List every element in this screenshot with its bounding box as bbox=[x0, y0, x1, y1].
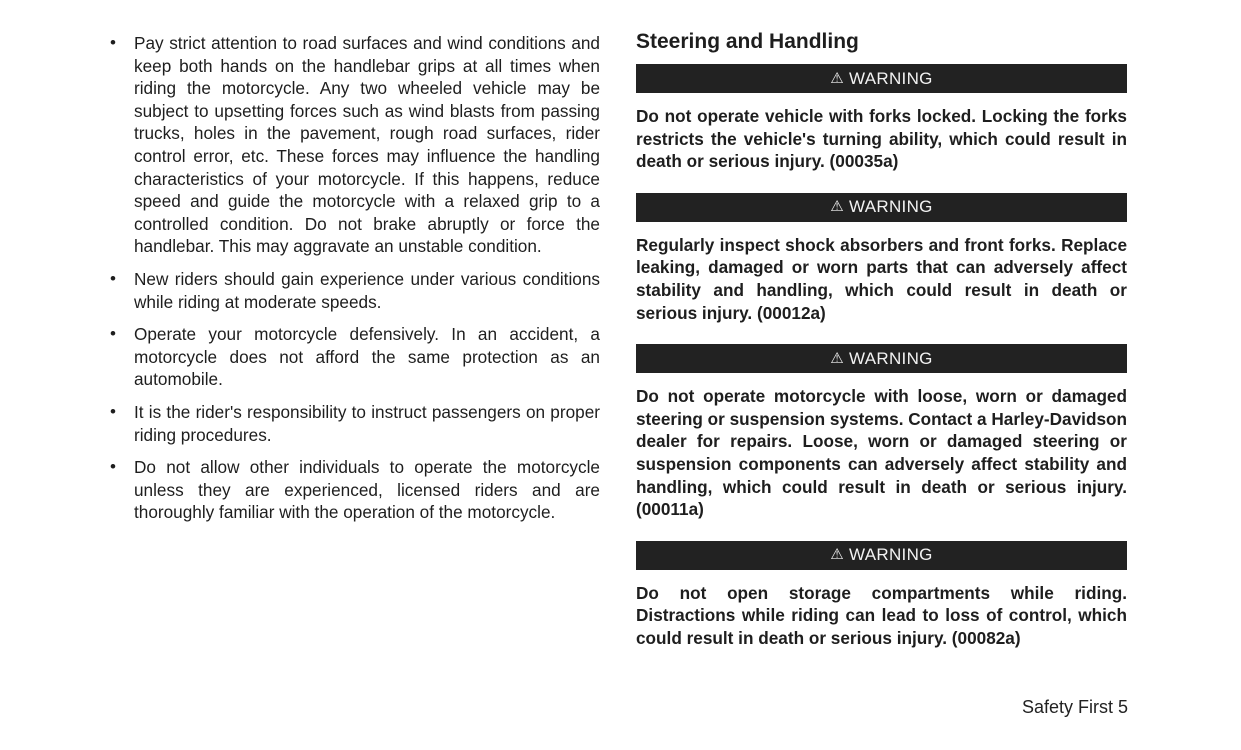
warning-banner bbox=[636, 541, 1127, 570]
warning-text: Do not open storage compartments while riding. Distractions while riding can lead to loss of control, which could result in death or serious injury. (00082a) bbox=[636, 582, 1127, 648]
list-item bbox=[108, 456, 600, 524]
warning-text: Do not operate motorcycle with loose, worn or damaged steering or suspension systems. Contact a Harley-Davidson dealer for repairs. Loose, worn or damaged steering or suspension components can adversely affect stability and handling, which could result in death or serious injury. (00011a) bbox=[636, 386, 1127, 520]
warning-label: WARNING bbox=[849, 197, 933, 217]
warning-label: WARNING bbox=[849, 348, 933, 368]
bullet-dot: • bbox=[110, 401, 116, 421]
bullet-text: New riders should gain experience under various conditions while riding at moderate speeds. bbox=[134, 268, 600, 312]
list-item bbox=[108, 32, 600, 258]
section-heading: Steering and Handling bbox=[636, 30, 859, 53]
bullet-dot: • bbox=[110, 457, 116, 477]
warning-triangle-icon: ⚠ bbox=[830, 198, 845, 216]
warning-label: WARNING bbox=[849, 68, 933, 88]
safety-bullet-list bbox=[108, 32, 600, 534]
list-item bbox=[108, 401, 600, 446]
bullet-text: Operate your motorcycle defensively. In an accident, a motorcycle does not afford the same protection as an automobile. bbox=[134, 324, 600, 390]
warning-banner bbox=[636, 64, 1127, 93]
page-footer: Safety First 5 bbox=[1021, 697, 1128, 717]
warning-label: WARNING bbox=[849, 545, 933, 565]
bullet-text: Pay strict attention to road surfaces and wind conditions and keep both hands on the handlebar grips at all times when riding the motorcycle. Any two wheeled vehicle may be subject to upsetting forces such as wind blasts from passing trucks, holes in the pavement, rough road surfaces, rider control error, etc. These forces may influence the handling characteristics of your motorcycle. If this happens, reduce speed and guide the motorcycle with a relaxed grip to a controlled condition. Do not brake abruptly or force the handlebar. This may aggravate an unstable condition. bbox=[134, 33, 600, 257]
bullet-text: It is the rider's responsibility to instruct passengers on proper riding procedures. bbox=[134, 401, 600, 445]
list-item bbox=[108, 268, 600, 313]
bullet-dot: • bbox=[110, 33, 116, 52]
bullet-text: Do not allow other individuals to operate the motorcycle unless they are experienced, licensed riders and are thoroughly familiar with the operation of the motorcycle. bbox=[134, 457, 600, 523]
bullet-dot: • bbox=[110, 324, 116, 344]
warning-text: Regularly inspect shock absorbers and front forks. Replace leaking, damaged or worn parts that can adversely affect stability and handling, which could result in death or serious injury. (00012a) bbox=[636, 234, 1127, 323]
bullet-dot: • bbox=[110, 268, 116, 288]
steering-handling-section bbox=[636, 29, 1127, 670]
warning-triangle-icon: ⚠ bbox=[830, 546, 845, 564]
warning-triangle-icon: ⚠ bbox=[830, 349, 845, 367]
warning-text: Do not operate vehicle with forks locked. Locking the forks restricts the vehicle's turning ability, which could result in death or serious injury. (00035a) bbox=[636, 106, 1127, 172]
list-item bbox=[108, 323, 600, 391]
warning-triangle-icon: ⚠ bbox=[830, 69, 845, 87]
warning-banner bbox=[636, 344, 1127, 373]
warning-banner bbox=[636, 193, 1127, 222]
